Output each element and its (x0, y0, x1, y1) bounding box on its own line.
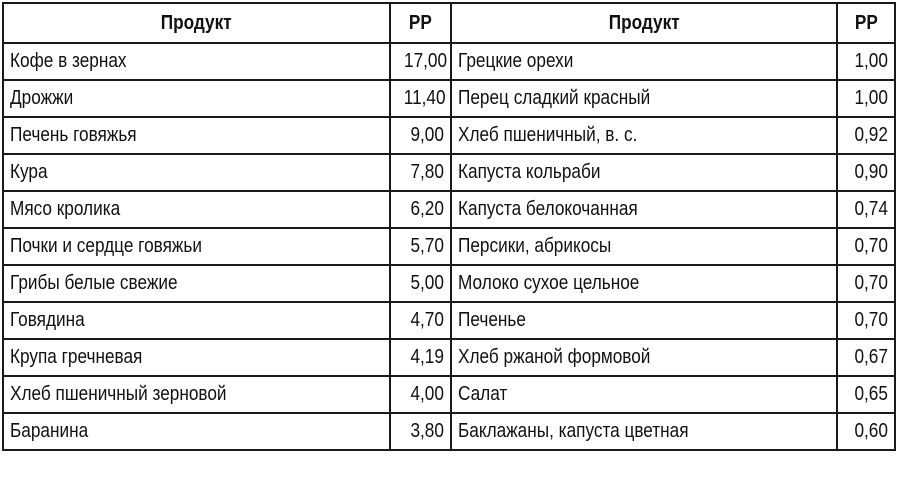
pp-value-cell: 4,00 (390, 376, 451, 413)
table-row (3, 80, 895, 117)
pp-value-cell: 0,90 (837, 154, 895, 191)
pp-value-cell: 7,80 (390, 154, 451, 191)
pp-value-cell: 11,40 (390, 80, 451, 117)
product-name-cell: Персики, абрикосы (451, 228, 837, 265)
pp-value-cell: 9,00 (390, 117, 451, 154)
pp-value-cell: 0,70 (837, 302, 895, 339)
product-name-cell: Кофе в зернах (3, 43, 390, 80)
product-name-cell: Почки и сердце говяжьи (3, 228, 390, 265)
pp-content-table (2, 2, 896, 451)
product-name-cell: Печень говяжья (3, 117, 390, 154)
table-row (3, 302, 895, 339)
pp-value-cell: 4,19 (390, 339, 451, 376)
table-header-row (3, 3, 895, 43)
product-name-cell: Баклажаны, капуста цветная (451, 413, 837, 450)
product-name-cell: Капуста кольраби (451, 154, 837, 191)
product-name-cell: Молоко сухое цельное (451, 265, 837, 302)
pp-value-cell: 0,67 (837, 339, 895, 376)
product-name-cell: Дрожжи (3, 80, 390, 117)
product-name-cell: Грибы белые свежие (3, 265, 390, 302)
product-name-cell: Перец сладкий красный (451, 80, 837, 117)
header-pp-left: PP (390, 3, 451, 43)
pp-value-cell: 0,70 (837, 228, 895, 265)
product-name-cell: Хлеб пшеничный зерновой (3, 376, 390, 413)
product-name-cell: Говядина (3, 302, 390, 339)
header-pp-right: PP (837, 3, 895, 43)
pp-value-cell: 17,00 (390, 43, 451, 80)
product-name-cell: Мясо кролика (3, 191, 390, 228)
pp-value-cell: 5,00 (390, 265, 451, 302)
pp-value-cell: 0,60 (837, 413, 895, 450)
table-row (3, 376, 895, 413)
pp-value-cell: 5,70 (390, 228, 451, 265)
pp-value-cell: 1,00 (837, 80, 895, 117)
pp-value-cell: 0,74 (837, 191, 895, 228)
pp-value-cell: 1,00 (837, 43, 895, 80)
pp-value-cell: 4,70 (390, 302, 451, 339)
product-name-cell: Хлеб ржаной формовой (451, 339, 837, 376)
header-product-right: Продукт (451, 3, 837, 43)
table-row (3, 191, 895, 228)
table-row (3, 339, 895, 376)
pp-value-cell: 3,80 (390, 413, 451, 450)
product-name-cell: Хлеб пшеничный, в. с. (451, 117, 837, 154)
table-row (3, 117, 895, 154)
table-row (3, 154, 895, 191)
product-name-cell: Салат (451, 376, 837, 413)
table-row (3, 413, 895, 450)
product-name-cell: Капуста белокочанная (451, 191, 837, 228)
header-product-left: Продукт (3, 3, 390, 43)
pp-value-cell: 0,70 (837, 265, 895, 302)
table-row (3, 265, 895, 302)
product-name-cell: Крупа гречневая (3, 339, 390, 376)
product-name-cell: Грецкие орехи (451, 43, 837, 80)
table-row (3, 228, 895, 265)
pp-value-cell: 6,20 (390, 191, 451, 228)
pp-value-cell: 0,92 (837, 117, 895, 154)
product-name-cell: Кура (3, 154, 390, 191)
product-name-cell: Баранина (3, 413, 390, 450)
product-name-cell: Печенье (451, 302, 837, 339)
pp-value-cell: 0,65 (837, 376, 895, 413)
table-row (3, 43, 895, 80)
